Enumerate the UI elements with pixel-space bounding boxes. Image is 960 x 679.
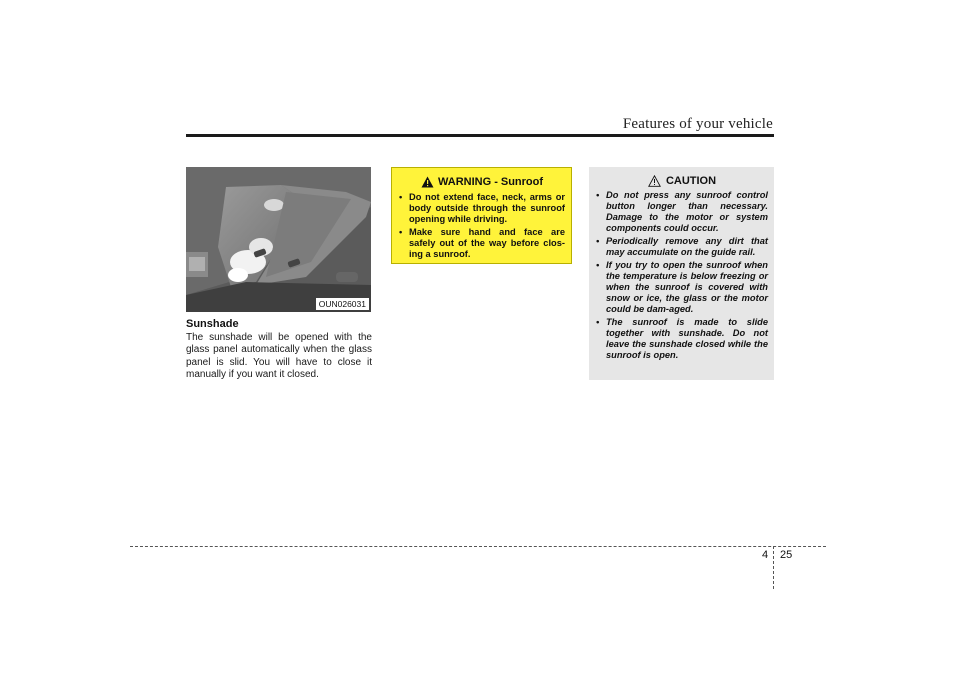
bullet-icon: • — [596, 190, 600, 200]
caution-item: • Periodically remove any dirt that may accumulate on the guide rail. — [596, 236, 768, 257]
bullet-icon: • — [399, 227, 403, 237]
sunroof-photo — [186, 167, 371, 312]
caution-item: • If you try to open the sunroof when the temperature is below freezing or when the sunroof is covered with snow or ice, the glass or the motor could be dam-aged. — [596, 260, 768, 314]
caution-item: • Do not press any sunroof control button longer than necessary. Damage to the motor or system components could occur. — [596, 190, 768, 233]
warning-list — [399, 192, 565, 260]
bullet-icon: • — [399, 192, 403, 202]
caution-header — [596, 175, 768, 187]
warning-label: WARNING - — [437, 176, 498, 188]
caution-label: CAUTION — [665, 175, 717, 187]
bullet-icon: • — [596, 236, 600, 246]
footer-rule — [130, 546, 826, 547]
header-rule — [186, 134, 774, 137]
sunshade-body: The sunshade will be opened with the glass panel automatically when the glass panel is slid. You will have to close it manually if you want it closed. — [186, 332, 372, 381]
page-number: 25 — [780, 549, 793, 561]
caution-box — [589, 167, 774, 380]
caution-item: • The sunroof is made to slide together with sunshade. Do not leave the sunshade closed while the sunroof is open. — [596, 317, 768, 360]
sunroof-illustration — [186, 167, 371, 312]
warning-item: • Make sure hand and face are safely out of the way before clos-ing a sunroof. — [399, 227, 565, 259]
warning-header — [399, 176, 565, 188]
chapter-number: 4 — [762, 549, 769, 561]
warning-item: • Do not extend face, neck, arms or body outside through the sunroof opening while driving. — [399, 192, 565, 224]
footer-divider — [773, 546, 774, 589]
caution-list — [596, 190, 768, 361]
section-header-title: Features of your vehicle — [622, 116, 773, 132]
warning-topic: Sunroof — [500, 176, 544, 188]
warning-box — [391, 167, 572, 264]
warning-triangle-icon — [421, 176, 434, 188]
sunshade-heading: Sunshade — [186, 318, 239, 330]
bullet-icon: • — [596, 260, 600, 270]
figure-code: OUN026031 — [316, 298, 369, 310]
bullet-icon: • — [596, 317, 600, 327]
caution-triangle-icon — [648, 175, 661, 187]
